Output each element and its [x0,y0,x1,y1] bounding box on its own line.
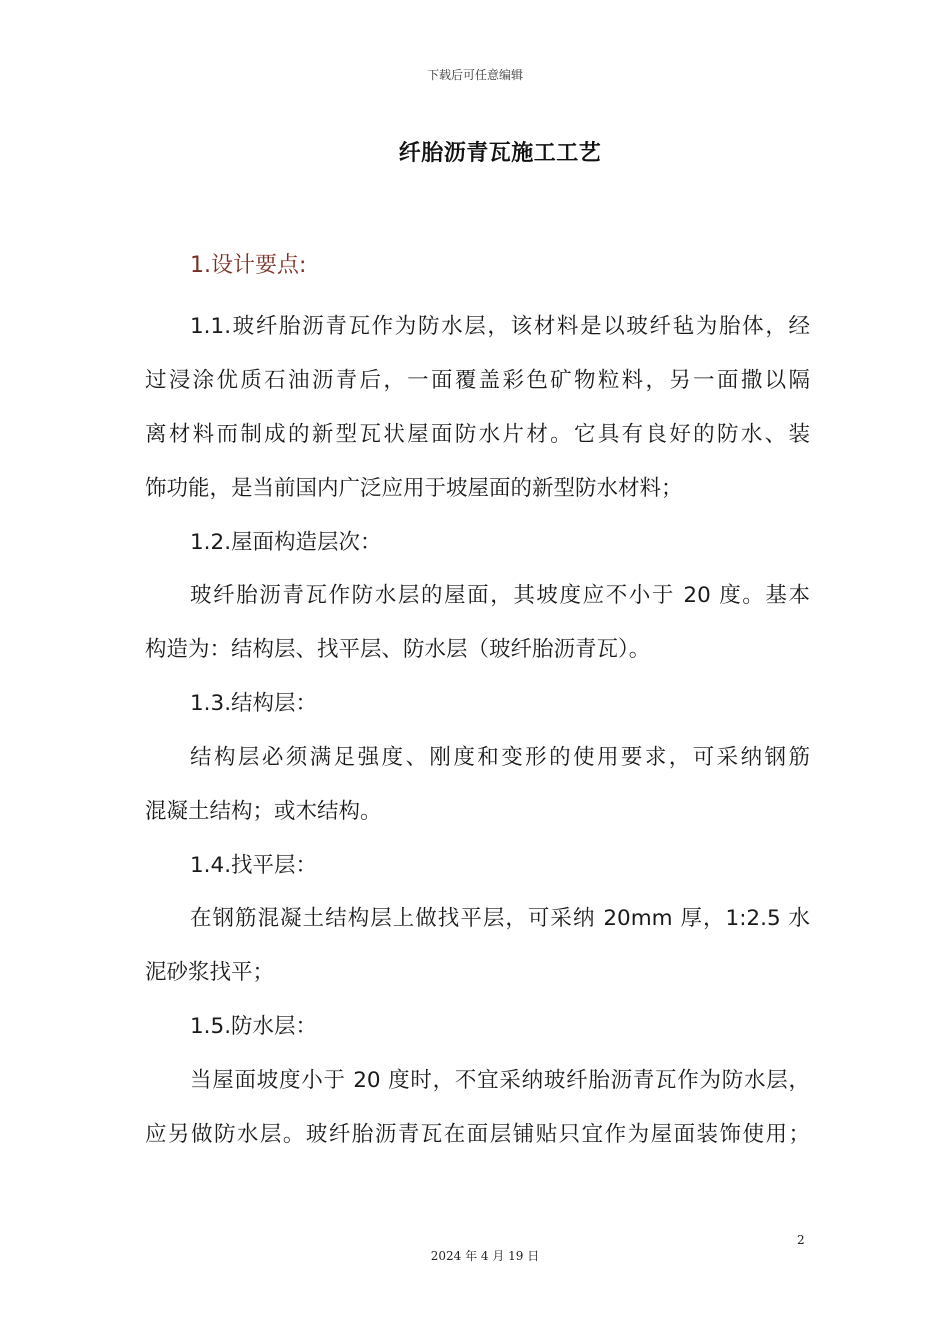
paragraph-line: 玻纤胎沥青瓦作防水层的屋面，其坡度应不小于 20 度。基本 [190,583,810,608]
header-note: 下载后可任意编辑 [426,68,523,82]
paragraph-line: 泥砂浆找平； [145,960,275,985]
subsection-heading: 1.4.找平层： [190,853,318,878]
subsection-heading: 1.2.屋面构造层次： [190,530,382,555]
subsection-heading: 1.3.结构层： [190,691,318,716]
paragraph-line: 1.1.玻纤胎沥青瓦作为防水层，该材料是以玻纤毡为胎体，经 [190,314,810,339]
section-heading: 1.设计要点: [190,253,307,278]
paragraph-line: 混凝土结构；或木结构。 [145,799,382,824]
paragraph-line: 过浸涂优质石油沥青后，一面覆盖彩色矿物粒料，另一面撒以隔 [145,368,810,393]
paragraph-line: 当屋面坡度小于 20 度时，不宜采纳玻纤胎沥青瓦作为防水层， [190,1068,810,1093]
paragraph-line: 饰功能，是当前国内广泛应用于坡屋面的新型防水材料； [145,476,683,501]
paragraph-line: 离材料而制成的新型瓦状屋面防水片材。它具有良好的防水、装 [145,422,810,447]
document-title: 纤胎沥青瓦施工工艺 [398,141,602,166]
paragraph-line: 构造为：结构层、找平层、防水层（玻纤胎沥青瓦）。 [145,637,651,662]
footer-date: 2024 年 4 月 19 日 [430,1249,540,1263]
page-number: 2 [797,1233,805,1247]
paragraph-line: 应另做防水层。玻纤胎沥青瓦在面层铺贴只宜作为屋面装饰使用； [145,1122,810,1147]
paragraph-line: 在钢筋混凝土结构层上做找平层，可采纳 20mm 厚，1:2.5 水 [190,906,810,931]
paragraph-line: 结构层必须满足强度、刚度和变形的使用要求，可采纳钢筋 [190,745,810,770]
subsection-heading: 1.5.防水层： [190,1014,318,1039]
